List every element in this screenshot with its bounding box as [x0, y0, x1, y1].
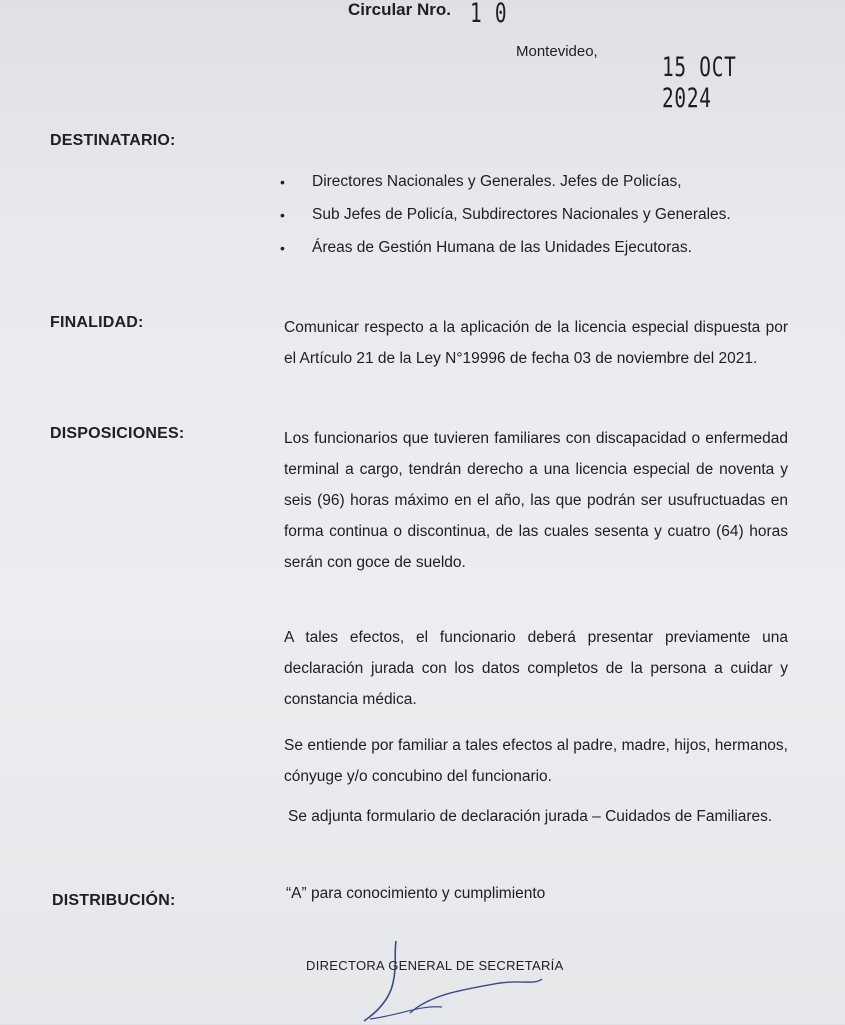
list-item: • Sub Jefes de Policía, Subdirectores Nacionales y Generales.: [280, 206, 731, 223]
finalidad-label: FINALIDAD:: [50, 314, 144, 331]
distribucion-text: “A” para conocimiento y cumplimiento: [286, 885, 546, 902]
distribucion-label: DISTRIBUCIÓN:: [52, 892, 176, 909]
handwritten-signature: [350, 935, 550, 1025]
destinatario-list: [280, 170, 795, 269]
disposiciones-label: DISPOSICIONES:: [50, 425, 185, 442]
signature-stroke: [370, 1007, 442, 1019]
finalidad-text: Comunicar respecto a la aplicación de la licencia especial dispuesta por el Artículo 21 de la Ley N°19996 de fecha 03 de noviembre del 2021.: [284, 319, 788, 367]
signature-stroke: [410, 979, 542, 1013]
circular-label: Circular Nro.: [348, 0, 451, 19]
disposiciones-paragraph-1: Los funcionarios que tuvieren familiares con discapacidad o enfermedad terminal a cargo, tendrán derecho a una licencia especial de noventa y seis (96) horas máximo en el año, las que podrán ser usufructuadas en forma continua o discontinua, de las cuales sesenta y cuatro (64) horas serán con goce de sueldo.: [284, 430, 788, 571]
circular-number: 1 0: [470, 0, 508, 29]
list-item: • Directores Nacionales y Generales. Jefes de Policías,: [280, 173, 682, 190]
destinatario-label: DESTINATARIO:: [50, 132, 176, 149]
signature-title: DIRECTORA GENERAL DE SECRETARÍA: [306, 958, 564, 973]
disposiciones-paragraph-4: Se adjunta formulario de declaración jurada – Cuidados de Familiares.: [288, 808, 773, 825]
signature-stroke: [364, 941, 396, 1021]
list-item: • Áreas de Gestión Humana de las Unidades Ejecutoras.: [280, 239, 692, 256]
city-label: Montevideo,: [516, 43, 598, 60]
disposiciones-paragraph-3: Se entiende por familiar a tales efectos al padre, madre, hijos, hermanos, cónyuge y/o concubino del funcionario.: [284, 737, 788, 785]
disposiciones-paragraph-2: A tales efectos, el funcionario deberá presentar previamente una declaración jurada con los datos completos de la persona a cuidar y constancia médica.: [284, 629, 788, 708]
date-stamp: 15 OCT 2024: [662, 52, 737, 114]
